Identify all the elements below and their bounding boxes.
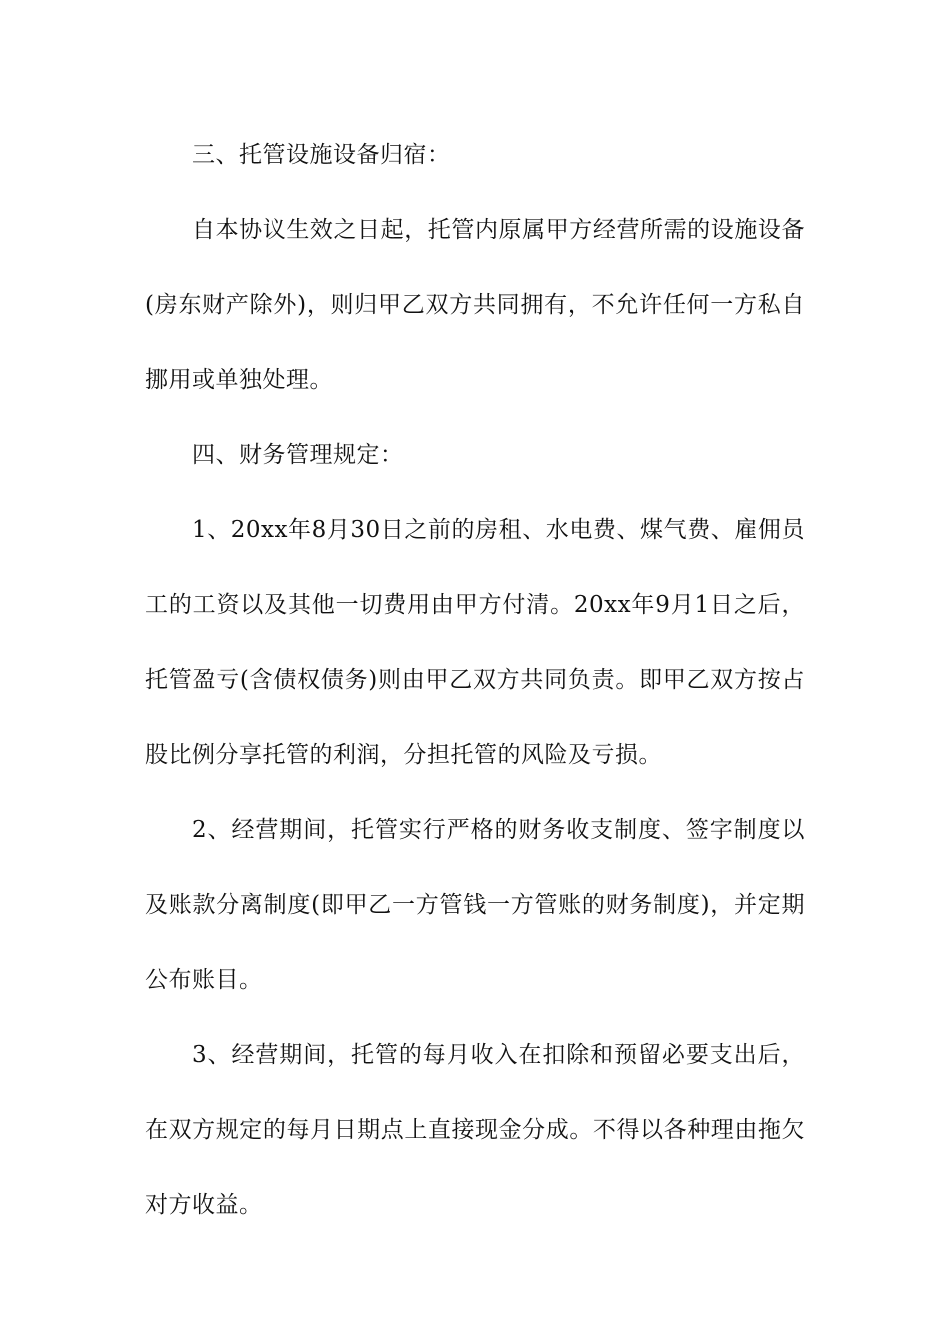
section-heading-facilities: 三、托管设施设备归宿： bbox=[192, 142, 451, 168]
document-body bbox=[145, 118, 805, 1243]
paragraph-financial-rule-3: 3、经营期间，托管的每月收入在扣除和预留必要支出后，在双方规定的每月日期点上直接现金分成。不得以各种理由拖欠对方收益。 bbox=[145, 1042, 805, 1218]
paragraph-financial-rule-2: 2、经营期间，托管实行严格的财务收支制度、签字制度以及账款分离制度(即甲乙一方管钱一方管账的财务制度)，并定期公布账目。 bbox=[145, 817, 805, 993]
section-heading-financial-rules: 四、财务管理规定： bbox=[192, 442, 404, 468]
paragraph-financial-rule-1: 1、20xx年8月30日之前的房租、水电费、煤气费、雇佣员工的工资以及其他一切费用由甲方付清。20xx年9月1日之后，托管盈亏(含债权债务)则由甲乙双方共同负责。即甲乙双方按占股比例分享托管的利润，分担托管的风险及亏损。 bbox=[145, 517, 805, 768]
paragraph-facilities-ownership: 自本协议生效之日起，托管内原属甲方经营所需的设施设备(房东财产除外)，则归甲乙双方共同拥有，不允许任何一方私自挪用或单独处理。 bbox=[145, 217, 805, 393]
